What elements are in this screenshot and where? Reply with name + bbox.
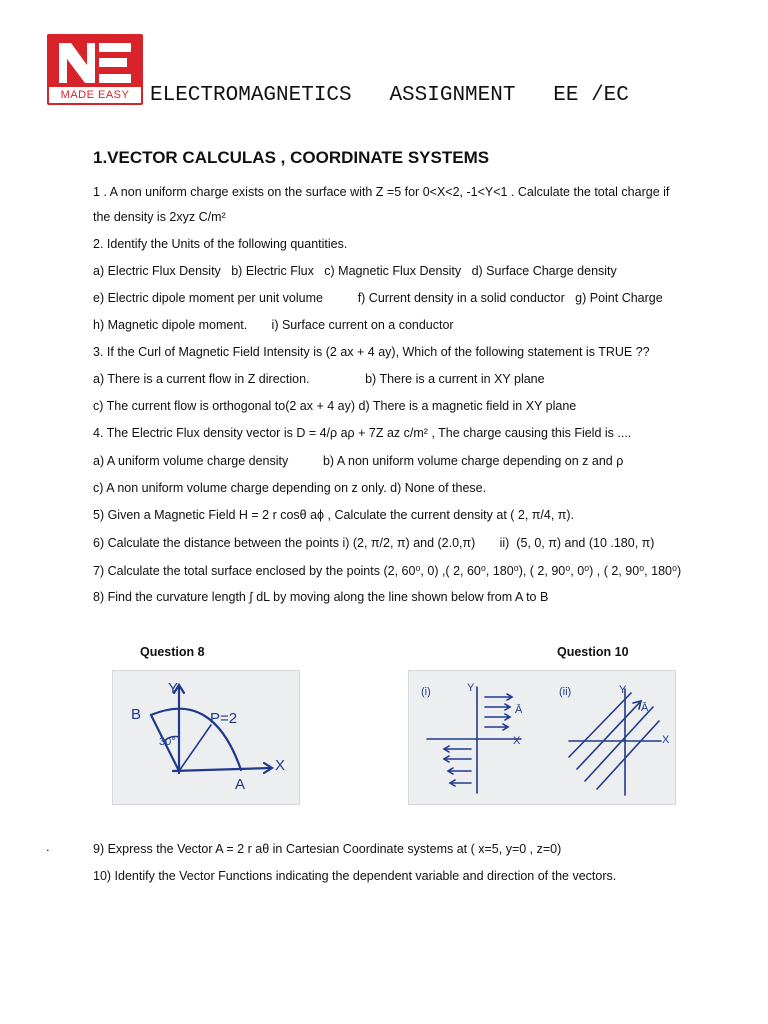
text-line: 2. Identify the Units of the following quantities. [93,237,348,251]
logo-mark-icon [57,41,133,85]
label-y-i: Y [467,682,475,694]
text-line: 5) Given a Magnetic Field H = 2 r cosθ aϕ , Calculate the current density at ( 2, π/4, π). [93,508,575,522]
label-b: B [131,706,142,723]
label-part-i: (i) [421,686,431,698]
bullet-dot: . [46,839,50,854]
section-title: 1.VECTOR CALCULAS , COORDINATE SYSTEMS [93,148,490,167]
logo-brand-text: MADE EASY [49,87,141,103]
figure-caption-q10: Question 10 [557,645,629,659]
text-line: h) Magnetic dipole moment. i) Surface current on a conductor [93,318,454,332]
vector-field-diagram [409,671,675,804]
text-line: the density is 2xyz C/m² [93,210,226,224]
text-line-q9: 9) Express the Vector A = 2 r aθ in Cartesian Coordinate systems at ( x=5, y=0 , z=0) [93,842,562,856]
diagonal-line [597,721,659,789]
label-y-ii: Y [619,684,627,696]
figure-q8-photo [112,670,300,805]
polar-arc-diagram [113,671,299,804]
page-heading: ELECTROMAGNETICS ASSIGNMENT EE /EC [150,84,629,107]
label-x-i: X [513,735,521,747]
diagonal-line [585,707,653,781]
made-easy-logo [47,34,143,105]
text-line: a) There is a current flow in Z direction. b) There is a current in XY plane [93,372,545,386]
text-line-q10: 10) Identify the Vector Functions indicating the dependent variable and direction of the vectors. [93,869,617,883]
label-x: X [275,757,286,774]
text-line: 7) Calculate the total surface enclosed by the points (2, 60⁰, 0) ,( 2, 60⁰, 180⁰), ( 2, 90⁰, 0⁰) , ( 2, 90⁰, 180⁰) [93,564,682,578]
text-line: 4. The Electric Flux density vector is D = 4/ρ aρ + 7Z az c/m² , The charge causing this Field is .... [93,426,632,440]
figure-caption-q8: Question 8 [140,645,205,659]
text-line: 3. If the Curl of Magnetic Field Intensity is (2 ax + 4 ay), Which of the following statement is TRUE ?? [93,345,650,359]
diagonal-line [577,701,641,769]
label-y: Y [168,680,179,697]
label-a-i: Ā [515,704,523,716]
label-a-ii: Ā [641,702,649,714]
label-a: A [235,776,246,793]
label-angle: 30° [159,736,176,748]
label-rho: P=2 [210,710,238,727]
text-line: a) Electric Flux Density b) Electric Flux c) Magnetic Flux Density d) Surface Charge density [93,264,617,278]
radius-line [179,725,211,771]
text-line: 1 . A non uniform charge exists on the surface with Z =5 for 0<X<2, -1<Y<1 . Calculate the total charge if [93,185,670,199]
label-part-ii: (ii) [559,686,572,698]
label-x-ii: X [662,734,670,746]
figure-q10-photo [408,670,676,805]
text-line: 8) Find the curvature length ∫ dL by moving along the line shown below from A to B [93,590,549,604]
text-line: c) A non uniform volume charge depending on z only. d) None of these. [93,481,487,495]
x-axis [173,768,271,771]
text-line: a) A uniform volume charge density b) A non uniform volume charge depending on z and ρ [93,454,624,468]
text-line: 6) Calculate the distance between the points i) (2, π/2, π) and (2.0,π) ii) (5, 0, π) and (10 .180, π) [93,536,655,550]
diagonal-line [569,693,631,757]
text-line: e) Electric dipole moment per unit volume f) Current density in a solid conductor g) Point Charge [93,291,663,305]
text-line: c) The current flow is orthogonal to(2 ax + 4 ay) d) There is a magnetic field in XY plane [93,399,577,413]
